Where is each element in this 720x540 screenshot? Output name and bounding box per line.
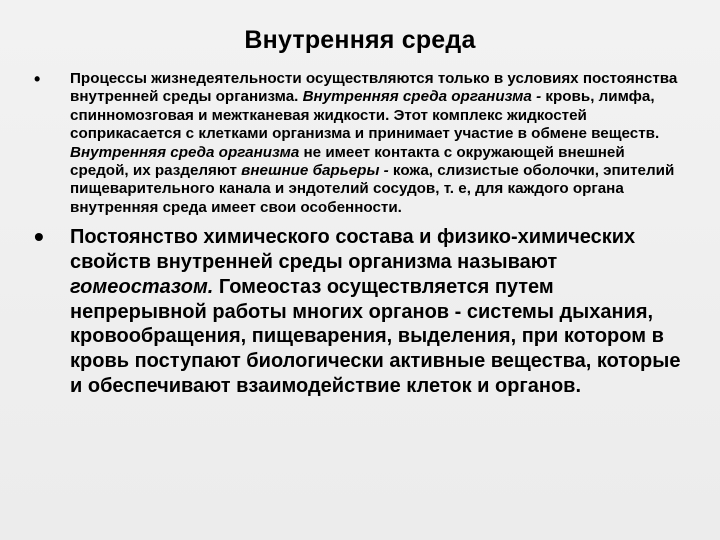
emphasis-term: Внутренняя среда организма - <box>302 88 546 106</box>
text-segment: Постоянство химического состава и физико-химических свойств внутренней среды организма называют <box>70 226 636 274</box>
bullet-text <box>70 70 677 216</box>
slide-title: Внутренняя среда <box>244 26 476 54</box>
bullet-marker: • <box>34 69 41 89</box>
bullet-marker: • <box>34 221 44 253</box>
bullet-homeostasis <box>34 221 684 399</box>
emphasis-term: гомеостазом. <box>70 275 214 298</box>
emphasis-term: внешние барьеры - <box>241 162 389 180</box>
bullet-list <box>34 70 684 399</box>
bullet-text <box>70 226 680 397</box>
text-segment: Гомеостаз осуществляется путем непрерывной работы многих органов - системы дыхания, кровообращения, пищеварения, выделения, при котором в кровь поступают биологически активные вещества, которые и обеспечивают взаимодействие клеток и органов. <box>70 275 681 398</box>
emphasis-term: Внутренняя среда организма <box>70 143 300 161</box>
bullet-internal-environment <box>34 70 684 217</box>
text-segment: Процессы жизнедеятельности осуществляются только в условиях постоянства внутренней среды организма. <box>70 70 678 106</box>
text-segment: не имеет контакта с окружающей внешней средой, их разделяют <box>70 143 625 180</box>
text-segment: кожа, слизистые оболочки, эпителий пищеварительного канала и эндотелий сосудов, т. е, для каждого органа внутренняя среда имеет свои особенности. <box>70 162 675 216</box>
text-segment: кровь, лимфа, спинномозговая и межтканевая жидкости. Этот комплекс жидкостей соприкасается с клетками организма и принимает участие в обмене веществ. <box>70 88 660 143</box>
